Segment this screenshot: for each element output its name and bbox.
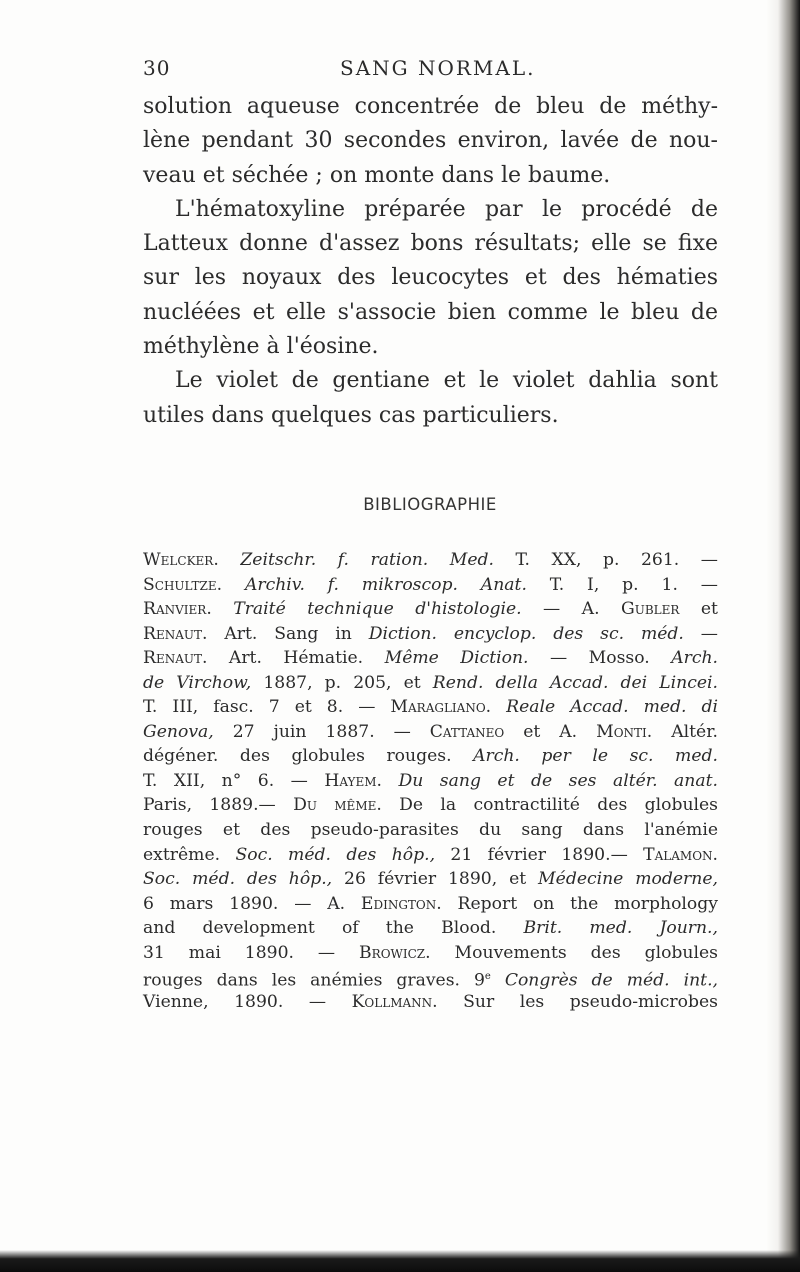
bib-text: et A. [504, 721, 597, 742]
bib-text: T. I, p. 1. — [526, 574, 718, 595]
bib-text: rouges dans les anémies graves. 9 [143, 971, 485, 992]
bibliography-line [143, 793, 718, 818]
publication-title: Soc. méd. des hôp., [143, 869, 333, 890]
running-title: SANG NORMAL. [340, 56, 536, 80]
publication-title: Médecine moderne, [538, 869, 718, 890]
bib-text: 31 mai 1890. — [143, 942, 360, 963]
bib-text: and development of the Blood. [143, 918, 524, 939]
author-name: Renaut [143, 623, 202, 644]
bibliography-line [143, 646, 718, 671]
bib-text: extrême. [143, 844, 236, 865]
bibliography-line [143, 622, 718, 647]
bib-text: . Report on the morphology [436, 893, 718, 914]
text-line: Latteux donne d'assez bons résultats; elle se fixe [143, 231, 718, 257]
text-line: sur les noyaux des leucocytes et des hématies [143, 265, 718, 291]
bib-text: . Art. Hématie. [201, 648, 385, 669]
page-bottom-edge [0, 1250, 800, 1272]
publication-title: Reale Accad. med. di [506, 697, 719, 718]
bib-text: — A. [521, 599, 621, 620]
author-name: Renaut [143, 648, 202, 669]
page-header [0, 56, 760, 86]
author-name: Hayem [324, 770, 377, 791]
publication-title: Zeitschr. f. ration. Med. [240, 550, 495, 570]
bib-text: . [712, 844, 718, 865]
bib-text: . Altér. [646, 721, 718, 742]
publication-title: Genova, [143, 721, 214, 742]
author-name: Du même [293, 795, 377, 816]
bib-text: Paris, 1889.— [143, 795, 294, 816]
bibliography-line [143, 843, 718, 868]
bib-text: et [679, 599, 718, 620]
text-line: nucléées et elle s'associe bien comme le bleu de [143, 299, 718, 325]
author-name: Kollmann [351, 991, 433, 1012]
page-number: 30 [143, 56, 171, 80]
bib-text: 1887, p. 205, et [251, 672, 433, 693]
text-line: veau et séchée ; on monte dans le baume. [143, 162, 611, 188]
publication-title: Congrès de méd. int., [504, 971, 718, 992]
bibliography-line [143, 916, 718, 941]
bib-text: . [216, 574, 245, 595]
bib-text: . De la contractilité des globules [376, 795, 719, 816]
bibliography-line [143, 867, 718, 892]
author-name: Cattaneo [429, 721, 505, 742]
bib-text: T. III, fasc. 7 et 8. — [143, 697, 391, 718]
bib-text: . Mouvements des globules [425, 942, 718, 963]
bib-text: T. XII, n° 6. — [143, 770, 325, 791]
bib-text: 27 juin 1887. — [213, 721, 430, 742]
text-line: méthylène à l'éosine. [143, 334, 379, 360]
bibliography-line [143, 965, 718, 990]
publication-title: Traité technique d'histologie. [233, 599, 522, 620]
bib-text: . [376, 770, 399, 791]
bibliography-line [143, 818, 718, 843]
bib-text: T. XX, p. 261. — [494, 550, 718, 570]
page-edge-shadow [766, 0, 800, 1272]
publication-title: Arch. [671, 648, 718, 669]
bib-text: Vienne, 1890. — [143, 991, 352, 1012]
body-text [143, 90, 718, 433]
author-name: Browicz [359, 942, 426, 963]
author-name: Maragliano [390, 697, 486, 718]
publication-title: Arch. per le sc. med. [473, 746, 718, 767]
publication-title: Brit. med. Journ., [523, 918, 718, 939]
publication-title: Rend. della Accad. dei Lincei. [432, 672, 719, 693]
bib-text: . Sur les pseudo-microbes [432, 991, 718, 1012]
bibliography-line [143, 990, 718, 1015]
bibliography-line [143, 941, 718, 966]
bib-text: e [484, 971, 491, 983]
publication-title: de Virchow, [143, 672, 252, 693]
bib-text: . Art. Sang in [201, 623, 369, 644]
bib-text: . [213, 550, 241, 570]
publication-title: Archiv. f. mikroscop. Anat. [244, 574, 527, 595]
text-line: Le violet de gentiane et le violet dahlia sont [175, 368, 718, 394]
bibliography-heading: BIBLIOGRAPHIE [363, 495, 497, 514]
author-name: Monti [596, 721, 647, 742]
author-name: Ranvier [143, 599, 207, 620]
publication-title: Du sang et de ses altér. anat. [398, 770, 718, 791]
author-name: Welcker [143, 550, 214, 570]
bib-text: — Mosso. [528, 648, 672, 669]
bibliography-line [143, 548, 718, 573]
bib-text [491, 971, 505, 991]
author-name: Gubler [621, 599, 680, 620]
bibliography-line [143, 597, 718, 622]
bib-text: 21 février 1890.— [435, 844, 644, 865]
text-line: utiles dans quelques cas particuliers. [143, 402, 559, 428]
author-name: Edington [360, 893, 437, 914]
bib-text: 6 mars 1890. — A. [143, 893, 361, 914]
bibliography-line [143, 695, 718, 720]
bib-text: . [485, 697, 507, 718]
bibliography-line [143, 892, 718, 917]
bibliography-list [143, 548, 718, 1014]
bib-text: rouges et des pseudo-parasites du sang dans l'anémie [143, 820, 718, 841]
bib-text: — [683, 623, 718, 644]
bib-text: . [206, 599, 234, 620]
publication-title: Soc. méd. des hôp., [235, 844, 436, 865]
text-line: L'hématoxyline préparée par le procédé de [175, 196, 718, 222]
bibliography-line [143, 573, 718, 598]
bib-text: dégéner. des globules rouges. [143, 746, 474, 767]
bibliography-line [143, 744, 718, 769]
bibliography-line [143, 769, 718, 794]
author-name: Talamon [643, 844, 713, 865]
text-line: solution aqueuse concentrée de bleu de méthy- [143, 94, 718, 119]
author-name: Schultze [143, 574, 217, 595]
bibliography-line [143, 671, 718, 696]
publication-title: Même Diction. [384, 648, 529, 669]
bib-text: 26 février 1890, et [332, 869, 539, 890]
text-line: lène pendant 30 secondes environ, lavée de nou- [143, 128, 718, 154]
publication-title: Diction. encyclop. des sc. méd. [368, 623, 684, 644]
bibliography-line [143, 720, 718, 745]
